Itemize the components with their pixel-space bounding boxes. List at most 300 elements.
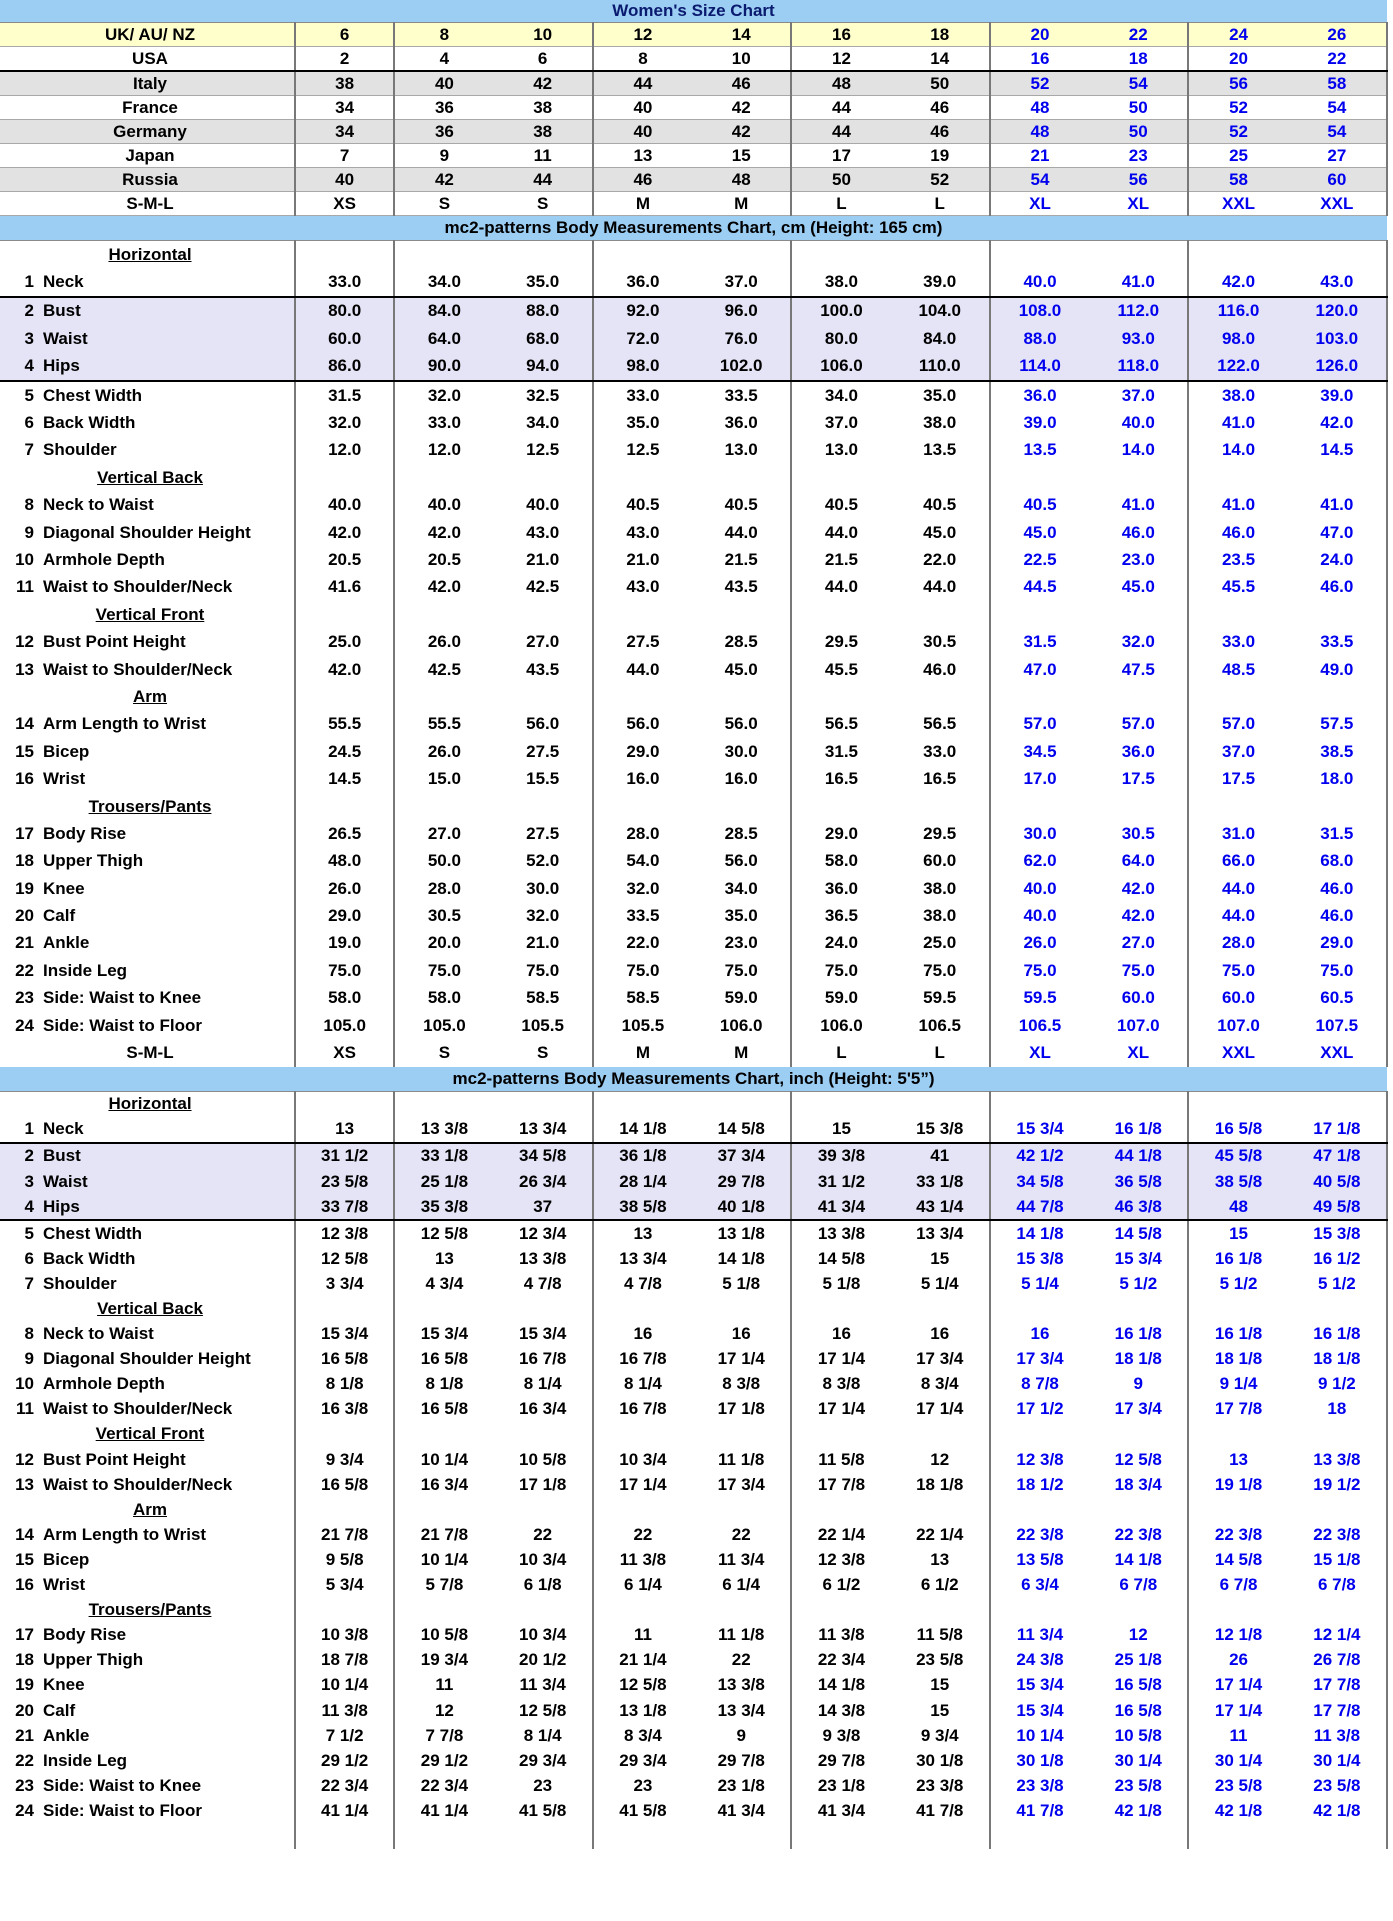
inch-measurement-cell: 43 1/4: [891, 1194, 990, 1220]
cm-measurement-cell: 41.0: [1089, 492, 1188, 519]
inch-measurement-cell: [791, 1422, 890, 1447]
cm-measurement-cell: 41.6: [295, 574, 394, 601]
cm-measurement-cell: 27.0: [1089, 930, 1188, 957]
inch-measurement-cell: 16 7/8: [494, 1347, 593, 1372]
inch-measurement-cell: 48: [1188, 1194, 1287, 1220]
cm-measurement-cell: 40.5: [626, 495, 660, 515]
inch-measurement-cell: [1188, 1296, 1287, 1321]
table-row: [0, 1271, 1387, 1296]
row-label: [0, 930, 295, 957]
cm-measurement-cell: 40.0: [1023, 906, 1057, 926]
cm-measurement-cell: [494, 464, 593, 491]
cm-measurement-cell: [692, 464, 791, 491]
inch-measurement-cell: [692, 1422, 791, 1447]
cm-measurement-cell: [593, 241, 692, 269]
row-number: 6: [24, 1248, 34, 1268]
cm-measurement-cell: 27.5: [494, 738, 593, 765]
cm-measurement-cell: 40.5: [891, 492, 990, 519]
cm-measurement-cell: 40.0: [427, 495, 461, 515]
inch-measurement-cell: 16 5/8: [295, 1472, 394, 1497]
size-cell: 46: [692, 71, 791, 96]
cm-measurement-cell: XXL: [1188, 1039, 1287, 1066]
row-number: 23: [15, 1775, 34, 1795]
row-number: 4: [24, 356, 34, 376]
inch-measurement-cell: 15 3/4: [1089, 1246, 1188, 1271]
cm-measurement-cell: 45.5: [1221, 577, 1256, 597]
size-cell: 8: [394, 23, 493, 47]
row-label: [0, 985, 295, 1012]
size-cell: 4: [394, 47, 493, 72]
row-number: 8: [24, 1324, 34, 1344]
inch-measurement-cell: 14 1/8: [593, 1117, 692, 1143]
inch-measurement-cell: [494, 1497, 593, 1522]
group-label-text: Trousers/Pants: [88, 1600, 212, 1620]
cm-measurement-cell: [791, 683, 890, 710]
cm-measurement-cell: 106.5: [1018, 1015, 1062, 1035]
inch-measurement-cell: 9 5/8: [295, 1547, 394, 1572]
group-label: [0, 1598, 295, 1623]
row-number: 1: [24, 272, 34, 292]
row-label: [0, 765, 295, 792]
size-cell: 36: [394, 96, 493, 120]
size-cell: 50: [891, 71, 990, 96]
cm-measurement-cell: 23.0: [1089, 546, 1188, 573]
inch-measurement-cell: 23 5/8: [295, 1169, 394, 1194]
cm-measurement-cell: 31.5: [824, 741, 858, 761]
cm-measurement-cell: 100.0: [791, 297, 890, 325]
inch-measurement-cell: 29 1/2: [420, 1750, 469, 1770]
inch-measurement-cell: [394, 1296, 493, 1321]
size-cell: 7: [295, 144, 394, 168]
row-label-text: Hips: [43, 356, 80, 376]
row-label-text: Waist: [43, 1171, 88, 1191]
row-label: [0, 1220, 295, 1246]
row-label-text: Waist to Shoulder/Neck: [43, 1399, 233, 1419]
row-label: [0, 381, 295, 409]
cm-measurement-cell: 29.0: [626, 741, 660, 761]
size-cell: L: [891, 192, 990, 216]
cm-measurement-cell: 33.5: [1288, 628, 1387, 655]
row-label-text: Waist to Shoulder/Neck: [43, 1474, 233, 1494]
inch-measurement-cell: 30 1/4: [1089, 1748, 1188, 1773]
cm-section-header: mc2-patterns Body Measurements Chart, cm (Height: 165 cm): [0, 216, 1387, 241]
size-cell: XL: [990, 192, 1089, 216]
table-row: [0, 1117, 1387, 1143]
size-cell: 20: [1188, 47, 1287, 72]
cm-measurement-cell: 39.0: [1288, 381, 1387, 409]
size-cell: 40: [295, 168, 394, 192]
cm-measurement-cell: 12.5: [494, 437, 593, 464]
inch-measurement-cell: [692, 1091, 791, 1117]
cm-measurement-cell: 29.0: [824, 823, 858, 843]
cm-measurement-cell: [593, 601, 692, 628]
row-label-text: Neck to Waist: [43, 495, 154, 515]
cm-measurement-cell: 16.5: [891, 765, 990, 792]
cm-measurement-cell: [891, 241, 990, 269]
inch-measurement-cell: 8 3/8: [692, 1372, 791, 1397]
cm-measurement-cell: [1089, 464, 1188, 491]
inch-measurement-cell: 23 5/8: [1288, 1773, 1387, 1798]
inch-measurement-cell: 29 7/8: [692, 1169, 791, 1194]
row-label-text: Bust: [43, 1146, 81, 1166]
size-cell: 16: [990, 47, 1089, 72]
inch-measurement-cell: 29 3/4: [494, 1748, 593, 1773]
inch-measurement-cell: 11 3/8: [818, 1625, 865, 1645]
inch-measurement-cell: 6 7/8: [1288, 1573, 1387, 1598]
cm-measurement-cell: 14.0: [1221, 440, 1256, 460]
cm-measurement-cell: [295, 601, 394, 628]
group-label-row: [0, 601, 1387, 628]
cm-measurement-cell: 56.0: [692, 711, 791, 738]
inch-measurement-cell: 13 3/4: [891, 1220, 990, 1246]
inch-measurement-cell: [394, 1422, 493, 1447]
inch-measurement-cell: 49 5/8: [1288, 1194, 1387, 1220]
cm-measurement-cell: 36.0: [692, 409, 791, 436]
cm-measurement-cell: 56.0: [494, 711, 593, 738]
group-label: [0, 1296, 295, 1321]
size-cell: 21: [990, 144, 1089, 168]
cm-measurement-cell: 90.0: [394, 353, 493, 381]
cm-measurement-cell: 29.5: [891, 820, 990, 847]
cm-measurement-cell: 33.0: [626, 385, 660, 405]
cm-measurement-cell: 13.0: [692, 437, 791, 464]
cm-measurement-cell: 107.5: [1288, 1012, 1387, 1039]
inch-measurement-cell: 15 3/4: [1016, 1700, 1064, 1720]
inch-measurement-cell: [791, 1497, 890, 1522]
size-cell: 44: [791, 96, 890, 120]
inch-measurement-cell: 16 7/8: [619, 1349, 667, 1369]
inch-measurement-cell: [494, 1296, 593, 1321]
inch-measurement-cell: [692, 1296, 791, 1321]
inch-measurement-cell: 41 3/4: [692, 1798, 791, 1823]
size-cell: 34: [295, 96, 394, 120]
cm-measurement-cell: 118.0: [1089, 353, 1188, 381]
row-label: [0, 1397, 295, 1422]
cm-measurement-cell: 30.5: [891, 628, 990, 655]
inch-measurement-cell: 22 3/4: [295, 1773, 394, 1798]
cm-measurement-cell: 92.0: [593, 297, 692, 325]
cm-measurement-cell: [891, 683, 990, 710]
row-number: 9: [24, 1349, 34, 1369]
cm-measurement-cell: 68.0: [494, 325, 593, 352]
row-number: 22: [15, 960, 34, 980]
cm-measurement-cell: 42.0: [1288, 409, 1387, 436]
row-label: [0, 1823, 295, 1848]
size-cell: 42: [494, 71, 593, 96]
cm-measurement-cell: 105.0: [423, 1015, 466, 1035]
cm-measurement-cell: 32.0: [1089, 628, 1188, 655]
inch-measurement-cell: 8 1/4: [494, 1723, 593, 1748]
cm-measurement-cell: 34.0: [692, 875, 791, 902]
size-cell: 54: [1288, 96, 1387, 120]
group-label: [0, 601, 295, 628]
inch-measurement-cell: 15 3/4: [1016, 1675, 1064, 1695]
table-row: [0, 1220, 1387, 1246]
inch-measurement-cell: [791, 1823, 890, 1848]
cm-measurement-cell: 41.0: [1288, 492, 1387, 519]
inch-measurement-cell: [1288, 1296, 1387, 1321]
cm-measurement-cell: 36.0: [1089, 738, 1188, 765]
size-cell: XXL: [1188, 192, 1287, 216]
inch-measurement-cell: 16 5/8: [1089, 1698, 1188, 1723]
cm-measurement-cell: [494, 683, 593, 710]
row-label: [0, 1372, 295, 1397]
cm-measurement-cell: 40.5: [692, 492, 791, 519]
inch-measurement-cell: 26 7/8: [1288, 1648, 1387, 1673]
group-label-text: Vertical Front: [95, 1424, 205, 1444]
cm-measurement-cell: [791, 601, 890, 628]
cm-measurement-cell: 45.5: [824, 659, 858, 679]
size-cell: 2: [295, 47, 394, 72]
row-label: [0, 656, 295, 683]
inch-measurement-cell: [394, 1823, 493, 1848]
cm-measurement-cell: 106.5: [891, 1012, 990, 1039]
row-label-text: Inside Leg: [43, 960, 128, 980]
cm-measurement-cell: 16.5: [824, 769, 858, 789]
inch-measurement-cell: [295, 1422, 394, 1447]
cm-measurement-cell: [1089, 601, 1188, 628]
cm-measurement-cell: 56.5: [891, 711, 990, 738]
cm-measurement-cell: 75.0: [1221, 960, 1256, 980]
inch-measurement-cell: 12: [891, 1447, 990, 1472]
cm-measurement-cell: 48.5: [1221, 659, 1256, 679]
inch-measurement-cell: 3 3/4: [295, 1271, 394, 1296]
cm-measurement-cell: 14.5: [295, 765, 394, 792]
inch-measurement-cell: 13: [633, 1223, 653, 1243]
cm-measurement-cell: 35.0: [494, 268, 593, 296]
cm-measurement-cell: 44.0: [824, 522, 858, 542]
group-label-row: [0, 241, 1387, 269]
cm-measurement-cell: 13.5: [1023, 440, 1057, 460]
cm-measurement-cell: 23.5: [1221, 549, 1256, 569]
cm-measurement-cell: 22.5: [1023, 549, 1057, 569]
cm-measurement-cell: 60.0: [891, 848, 990, 875]
inch-measurement-cell: 29 7/8: [692, 1748, 791, 1773]
inch-measurement-cell: 12 3/4: [494, 1220, 593, 1246]
row-label: [0, 574, 295, 601]
cm-measurement-cell: 80.0: [791, 325, 890, 352]
inch-measurement-cell: 13 3/4: [494, 1117, 593, 1143]
inch-measurement-cell: [494, 1823, 593, 1848]
size-cell: 8: [593, 47, 692, 72]
row-number: 16: [15, 769, 34, 789]
cm-measurement-cell: 30.5: [1089, 820, 1188, 847]
size-cell: S: [394, 192, 493, 216]
inch-measurement-cell: [990, 1296, 1089, 1321]
size-cell: 44: [494, 168, 593, 192]
row-label: [0, 1673, 295, 1698]
cm-measurement-cell: 33.0: [427, 413, 461, 433]
row-label: [0, 875, 295, 902]
inch-measurement-cell: 10 1/4: [420, 1449, 469, 1469]
group-label: [0, 793, 295, 820]
cm-measurement-cell: 34.5: [1023, 741, 1057, 761]
inch-measurement-cell: 16 7/8: [619, 1399, 667, 1419]
cm-measurement-cell: 86.0: [295, 353, 394, 381]
size-cell: 18: [1089, 47, 1188, 72]
inch-measurement-cell: 19 1/8: [1214, 1474, 1263, 1494]
inch-measurement-cell: 10 1/4: [1016, 1725, 1064, 1745]
table-row: [0, 930, 1387, 957]
inch-measurement-cell: 15: [891, 1698, 990, 1723]
cm-measurement-cell: 25.0: [891, 930, 990, 957]
cm-measurement-cell: 32.0: [626, 878, 660, 898]
inch-measurement-cell: [394, 1598, 493, 1623]
group-label-row: [0, 1296, 1387, 1321]
cm-measurement-cell: 50.0: [427, 851, 461, 871]
inch-measurement-cell: 8 7/8: [1021, 1374, 1059, 1394]
cm-measurement-cell: 60.0: [1221, 988, 1256, 1008]
size-cell: 50: [1089, 96, 1188, 120]
cm-measurement-cell: M: [593, 1039, 692, 1066]
cm-measurement-cell: 12.0: [427, 440, 461, 460]
cm-measurement-cell: XL: [990, 1039, 1089, 1066]
cm-measurement-cell: 46.0: [1221, 522, 1256, 542]
inch-measurement-cell: 13 3/8: [817, 1223, 866, 1243]
row-label: [0, 1472, 295, 1497]
inch-measurement-cell: 12 5/8: [1089, 1447, 1188, 1472]
cm-measurement-cell: [990, 683, 1089, 710]
inch-measurement-cell: 16 5/8: [1089, 1673, 1188, 1698]
table-row: [0, 353, 1387, 381]
cm-measurement-cell: [295, 241, 394, 269]
table-row: [0, 848, 1387, 875]
cm-measurement-cell: 106.0: [820, 1015, 863, 1035]
table-row: [0, 71, 1387, 96]
inch-measurement-cell: 13: [1229, 1449, 1248, 1469]
inch-measurement-cell: 25 1/8: [1089, 1648, 1188, 1673]
inch-measurement-cell: 13: [891, 1547, 990, 1572]
table-row: [0, 437, 1387, 464]
group-label-row: [0, 1091, 1387, 1117]
inch-measurement-cell: 13 5/8: [1016, 1549, 1064, 1569]
row-label: Russia: [0, 168, 295, 192]
row-label: [0, 437, 295, 464]
inch-measurement-cell: [1288, 1497, 1387, 1522]
cm-measurement-cell: 26.0: [295, 875, 394, 902]
row-label-text: Body Rise: [43, 823, 127, 843]
inch-measurement-cell: 16: [832, 1324, 851, 1344]
size-cell: 9: [394, 144, 493, 168]
cm-measurement-cell: 31.5: [1288, 820, 1387, 847]
cm-measurement-cell: 114.0: [990, 353, 1089, 381]
inch-measurement-cell: 14 5/8: [1214, 1549, 1263, 1569]
inch-measurement-cell: 23 1/8: [692, 1773, 791, 1798]
size-cell: 22: [1089, 23, 1188, 47]
row-label: [0, 738, 295, 765]
cm-measurement-cell: 26.0: [427, 632, 461, 652]
cm-measurement-cell: 33.5: [626, 906, 660, 926]
inch-measurement-cell: 11 3/8: [619, 1549, 667, 1569]
cm-measurement-cell: 35.0: [626, 413, 660, 433]
row-number: 15: [15, 741, 34, 761]
cm-measurement-cell: 105.5: [621, 1015, 665, 1035]
inch-measurement-cell: 10 3/8: [295, 1623, 394, 1648]
inch-measurement-cell: 7 1/2: [295, 1723, 394, 1748]
cm-measurement-cell: 24.5: [295, 738, 394, 765]
row-label: [0, 1748, 295, 1773]
inch-measurement-cell: 18: [1288, 1397, 1387, 1422]
row-label-text: Chest Width: [43, 1223, 143, 1243]
cm-measurement-cell: [394, 241, 493, 269]
inch-measurement-cell: 11 1/8: [692, 1623, 791, 1648]
row-label-text: Back Width: [43, 413, 136, 433]
inch-measurement-cell: 21 1/4: [619, 1650, 667, 1670]
cm-measurement-cell: 42.0: [295, 656, 394, 683]
row-number: 21: [15, 1725, 34, 1745]
inch-measurement-cell: 22: [494, 1522, 593, 1547]
inch-measurement-cell: 11: [1229, 1725, 1248, 1745]
row-label: [0, 325, 295, 352]
cm-measurement-cell: 19.0: [295, 930, 394, 957]
cm-measurement-cell: [593, 793, 692, 820]
inch-measurement-cell: 42 1/8: [1214, 1800, 1263, 1820]
cm-measurement-cell: 40.5: [824, 495, 858, 515]
inch-measurement-cell: 23 3/8: [1016, 1775, 1064, 1795]
cm-measurement-cell: 56.0: [692, 848, 791, 875]
inch-measurement-cell: 12 5/8: [295, 1246, 394, 1271]
row-label-text: Chest Width: [43, 385, 143, 405]
inch-measurement-cell: 33 1/8: [891, 1169, 990, 1194]
inch-measurement-cell: 41 1/4: [420, 1800, 469, 1820]
cm-measurement-cell: 34.0: [494, 409, 593, 436]
size-cell: 12: [593, 23, 692, 47]
cm-measurement-cell: M: [692, 1039, 791, 1066]
table-row: [0, 1673, 1387, 1698]
size-cell: 42: [394, 168, 493, 192]
size-cell: M: [692, 192, 791, 216]
inch-measurement-cell: [1288, 1823, 1387, 1848]
cm-measurement-cell: 62.0: [1023, 851, 1057, 871]
inch-measurement-cell: 16: [633, 1324, 653, 1344]
row-label: [0, 1723, 295, 1748]
inch-measurement-cell: 16 5/8: [420, 1349, 469, 1369]
size-cell: 54: [1089, 71, 1188, 96]
inch-measurement-cell: 40 5/8: [1288, 1169, 1387, 1194]
inch-measurement-cell: 17 3/4: [1089, 1397, 1188, 1422]
inch-measurement-cell: 15: [891, 1673, 990, 1698]
cm-measurement-cell: 44.0: [626, 659, 660, 679]
inch-measurement-cell: 17 3/4: [692, 1472, 791, 1497]
table-row: [0, 168, 1387, 192]
table-row: [0, 1748, 1387, 1773]
cm-measurement-cell: 55.5: [427, 714, 461, 734]
inch-measurement-cell: 17 7/8: [1288, 1673, 1387, 1698]
inch-measurement-cell: [295, 1823, 394, 1848]
cm-measurement-cell: 96.0: [692, 297, 791, 325]
cm-measurement-cell: 94.0: [494, 353, 593, 381]
row-label-text: Upper Thigh: [43, 1650, 144, 1670]
cm-measurement-cell: [1089, 793, 1188, 820]
row-number: 24: [15, 1015, 34, 1035]
inch-measurement-cell: 17 1/2: [1016, 1399, 1064, 1419]
inch-measurement-cell: 12 3/8: [295, 1220, 394, 1246]
inch-measurement-cell: 31 1/2: [295, 1143, 394, 1169]
cm-measurement-cell: 21.0: [626, 549, 660, 569]
row-label-text: Arm Length to Wrist: [43, 714, 207, 734]
row-label-text: Neck: [43, 272, 84, 292]
row-number: 14: [15, 714, 34, 734]
size-cell: 17: [791, 144, 890, 168]
cm-measurement-cell: 44.0: [824, 577, 858, 597]
inch-measurement-cell: 18 1/2: [1016, 1474, 1064, 1494]
row-label-text: Bust Point Height: [43, 1449, 186, 1469]
cm-measurement-cell: 58.5: [626, 988, 660, 1008]
cm-measurement-cell: 38.0: [891, 902, 990, 929]
inch-measurement-cell: [593, 1598, 692, 1623]
cm-measurement-cell: L: [891, 1039, 990, 1066]
inch-measurement-cell: 16 1/8: [1214, 1248, 1263, 1268]
